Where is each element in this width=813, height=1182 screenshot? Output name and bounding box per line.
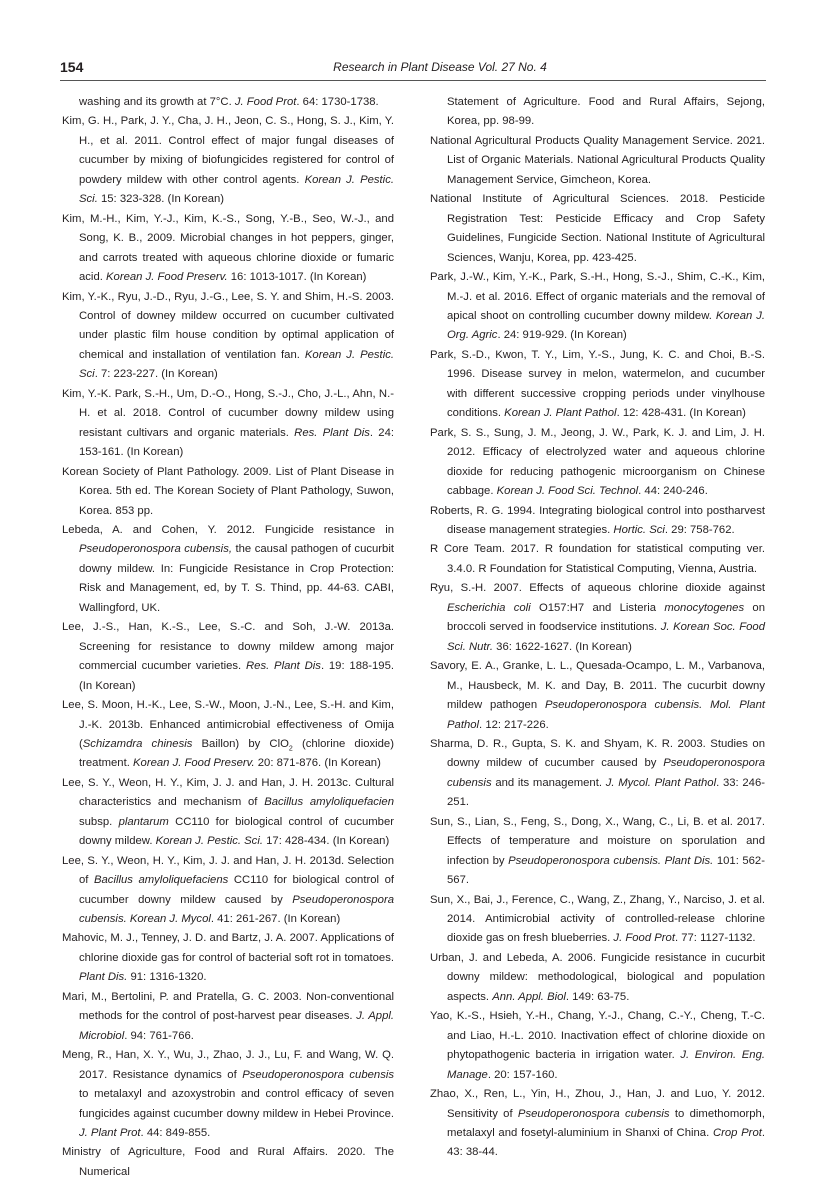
reference-text: Urban, J. and Lebeda, A. 2006. Fungicide resistance in cucurbit downy mildew: methodological, biological and population aspects. (430, 951, 765, 1003)
reference-text: 17: 428-434. (In Korean) (262, 835, 390, 848)
reference-text: . 24: 153-161. (In Korean) (79, 426, 394, 459)
reference-italic-text: J. Korean Soc. Food Sci. Nutr. (447, 621, 765, 653)
reference-text: to dimethomorph, metalaxyl and fosetyl-aluminium in Shanxi of China. (447, 1107, 765, 1140)
reference-text: . 41: 261-267. (In Korean) (210, 913, 341, 926)
reference-text: Kim, Y.-K. Park, S.-H., Um, D.-O., Hong, S.-J., Cho, J.-L., Ahn, N.-H. et al. 2018. Control of cucumber downy mildew using resistant cultivars and organic materials. (62, 387, 394, 439)
reference-entry (62, 929, 394, 987)
reference-entry (430, 1007, 765, 1085)
reference-text: O157:H7 and Listeria (530, 601, 665, 614)
reference-text: Lee, J.-S., Han, K.-S., Lee, S.-C. and Soh, J.-W. 2013a. Screening for resistance to downy mildew among major commercial cucumber varieties. (62, 621, 394, 673)
reference-text: Lee, S. Y., Weon, H. Y., Kim, J. J. and Han, J. H. 2013d. Selection of (62, 854, 394, 887)
reference-text: 91: 1316-1320. (127, 971, 207, 984)
reference-text: Lee, S. Moon, H.-K., Lee, S.-W., Moon, J.-N., Lee, S.-H. and Kim, J.-K. 2013b. Enhanced antimicrobial effectiveness of Omija ( (62, 699, 394, 750)
reference-entry (430, 657, 765, 735)
reference-text: 36: 1622-1627. (In Korean) (493, 640, 632, 653)
reference-entry (62, 93, 394, 112)
reference-italic-text: Korean J. Food Sci. Technol (496, 485, 639, 498)
reference-italic-text: Pseudoperonospora cubensis (242, 1068, 394, 1081)
reference-text: R Core Team. 2017. R foundation for statistical computing ver. 3.4.0. R Foundation for Statistical Computing, Vienna, Austria. (430, 543, 765, 575)
reference-text: Park, S.-D., Kwon, T. Y., Lim, Y.-S., Jung, K. C. and Choi, B.-S. 1996. Disease survey in melon, watermelon, and cucumber with different successive cropping periods under vinylhouse conditions. (430, 348, 765, 420)
reference-italic-text: Korean J. Food Preserv. (106, 271, 228, 284)
reference-text: washing and its growth at 7°C. (79, 96, 235, 108)
reference-italic-text: Bacillus amyloliquefaciens (93, 874, 229, 887)
reference-italic-text: Pseudoperonospora cubensis, (79, 543, 232, 556)
reference-italic-text: Res. Plant Dis (294, 426, 370, 439)
reference-text: Sun, X., Bai, J., Ference, C., Wang, Z., Zhang, Y., Narciso, J. et al. 2014. Antimicrobial activity of controlled-release chlorine dioxide gas on fresh blueberries. (430, 893, 765, 945)
reference-text: Zhao, X., Ren, L., Yin, H., Zhou, J., Han, J. and Luo, Y. 2012. Sensitivity of (430, 1088, 765, 1120)
header-rule (60, 80, 766, 81)
reference-entry (62, 1143, 394, 1182)
reference-text: Roberts, R. G. 1994. Integrating biological control into postharvest disease management strategies. (430, 504, 765, 536)
reference-text: . 29: 758-762. (664, 523, 735, 536)
reference-entry (430, 268, 765, 346)
reference-italic-text: J. Food Prot (234, 96, 297, 108)
reference-italic-text: Korean J. Food Preserv. (133, 757, 255, 770)
reference-text: . 43: 38-44. (447, 1127, 766, 1159)
reference-italic-text: Pseudoperonospora cubensis. Mol. Plant Pathol (447, 699, 765, 731)
reference-italic-text: Korean J. Org. Agric (447, 309, 765, 342)
reference-italic-text: Pseudoperonospora cubensis (517, 1107, 670, 1120)
reference-entry (430, 93, 765, 132)
reference-entry (430, 949, 765, 1007)
reference-italic-text: Korean J. Pestic. Sci. (155, 835, 263, 848)
reference-text: . 24: 919-929. (In Korean) (497, 329, 627, 342)
reference-text: Lebeda, A. and Cohen, Y. 2012. Fungicide resistance in (62, 523, 394, 536)
reference-text: Meng, R., Han, X. Y., Wu, J., Zhao, J. J., Lu, F. and Wang, W. Q. 2017. Resistance dynamics of (62, 1049, 394, 1081)
reference-text: CC110 for biological control of cucumber downy mildew. (79, 815, 394, 848)
reference-entry (430, 132, 765, 190)
reference-text: Ryu, S.-H. 2007. Effects of aqueous chlorine dioxide against (430, 582, 765, 595)
reference-italic-text: J. Food Prot (613, 932, 675, 945)
reference-text: . 19: 188-195. (In Korean) (79, 660, 395, 692)
reference-text: to metalaxyl and azoxystrobin and control efficacy of seven fungicides against cucumber downy mildew in Hebei Province. (79, 1088, 394, 1120)
reference-italic-text: Res. Plant Dis (246, 660, 321, 673)
reference-text: . 20: 157-160. (487, 1068, 558, 1081)
reference-italic-text: J. Mycol. Plant Pathol (605, 776, 717, 789)
reference-italic-text: Pseudoperonospora cubensis (447, 757, 765, 789)
reference-text: and its management. (491, 776, 606, 789)
reference-entry (430, 540, 765, 579)
reference-italic-text: Crop Prot (712, 1127, 762, 1140)
reference-text: the causal pathogen of cucurbit downy mildew. In: Fungicide Resistance in Crop Protection: Risk and Management, ed, by T. S. Thind, pp. 44-63. CABI, Wallingford, UK. (79, 543, 394, 614)
reference-italic-text: monocytogenes (664, 601, 745, 614)
reference-text: . 149: 63-75. (565, 990, 630, 1003)
reference-text: CC110 for biological control of cucumber downy mildew caused by (79, 874, 394, 906)
reference-text: 101: 562-567. (447, 854, 765, 887)
reference-text: National Agricultural Products Quality Management Service. 2021. List of Organic Materials. National Agricultural Products Quality Management Service, Gimcheon, Korea. (430, 134, 765, 186)
reference-text: subsp. (79, 815, 119, 828)
reference-italic-text: Korean J. Plant Pathol (504, 407, 617, 420)
reference-italic-text: Pseudoperonospora cubensis. Plant Dis. (508, 854, 714, 867)
reference-text: Park, S. S., Sung, J. M., Jeong, J. W., Park, K. J. and Lim, J. H. 2012. Efficacy of electrolyzed water and aqueous chlorine dioxide for reducing pathogenic microorganism on Chinese cabbage. (430, 426, 765, 498)
reference-entry (430, 891, 765, 949)
reference-text: 20: 871-876. (In Korean) (254, 757, 381, 770)
reference-italic-text: Hortic. Sci (613, 523, 665, 536)
reference-text: . 77: 1127-1132. (674, 932, 756, 945)
reference-text: Kim, G. H., Park, J. Y., Cha, J. H., Jeon, C. S., Hong, S. J., Kim, Y. H., et al. 2011. Control effect of major fungal diseases of cucumber by mixing of biofungicides registered for control of powdery mildew with other control agents. (62, 115, 394, 186)
reference-italic-text: Schizamdra chinesis (82, 737, 193, 750)
reference-entry (430, 190, 765, 268)
references-right-column (430, 93, 765, 1163)
reference-text: Kim, Y.-K., Ryu, J.-D., Ryu, J.-G., Lee, S. Y. and Shim, H.-S. 2003. Control of downey mildew occurred on cucumber cultivated under plastic film house condition by optimal application of chemical and installation of ventilation fan. (62, 290, 394, 361)
reference-italic-text: Bacillus amyloliquefacien (264, 796, 395, 809)
reference-entry (62, 288, 394, 385)
reference-text: Sharma, D. R., Gupta, S. K. and Shyam, K. R. 2003. Studies on downy mildew of cucumber caused by (430, 737, 765, 770)
reference-text: 16: 1013-1017. (In Korean) (227, 271, 367, 284)
reference-text: . 64: 1730-1738. (296, 96, 379, 108)
reference-text: . 94: 761-766. (124, 1029, 194, 1042)
reference-text: 15: 323-328. (In Korean) (97, 193, 225, 206)
reference-text: . 33: 246-251. (447, 776, 766, 809)
reference-text: Lee, S. Y., Weon, H. Y., Kim, J. J. and Han, J. H. 2013c. Cultural characteristics and mechanism of (62, 776, 394, 809)
reference-text: . 12: 217-226. (479, 718, 549, 731)
reference-text: Yao, K.-S., Hsieh, Y.-H., Chang, Y.-J., Chang, C.-Y., Cheng, T.-C. and Liao, H.-L. 2010. Inactivation effect of chlorine dioxide on phytopathogenic bacteria in irrigation water. (430, 1010, 765, 1062)
reference-italic-text: Ann. Appl. Biol (492, 990, 566, 1003)
references-left-column (62, 93, 394, 1182)
reference-text: Savory, E. A., Granke, L. L., Quesada-Ocampo, L. M., Varbanova, M., Hausbeck, M. K. and Day, B. 2011. The cucurbit downy mildew pathogen (430, 660, 765, 712)
reference-italic-text: J. Plant Prot (79, 1127, 141, 1140)
reference-text: . 44: 849-855. (140, 1127, 211, 1140)
reference-entry (62, 1046, 394, 1143)
reference-entry (62, 988, 394, 1046)
reference-text: Mahovic, M. J., Tenney, J. D. and Bartz, J. A. 2007. Applications of chlorine dioxide gas for control of bacterial soft rot in tomatoes. (62, 932, 394, 964)
reference-italic-text: J. Environ. Eng. Manage (447, 1049, 765, 1081)
reference-text: . 44: 240-246. (638, 485, 708, 498)
reference-text: Sun, S., Lian, S., Feng, S., Dong, X., Wang, C., Li, B. et al. 2017. Effects of temperature and moisture on sporulation and infection by (430, 815, 765, 867)
reference-entry (62, 852, 394, 930)
reference-italic-text: Escherichia coli (447, 601, 531, 614)
reference-text: National Institute of Agricultural Sciences. 2018. Pesticide Registration Test: Pesticide Efficacy and Crop Safety Guidelines, Fungicide Section. National Institute of Agricultural Sciences, Wanju, Korea, pp. 423-425. (430, 193, 765, 264)
reference-text: . 7: 223-227. (In Korean) (94, 368, 218, 381)
reference-text: . 12: 428-431. (In Korean) (616, 407, 746, 420)
running-header-journal: Research in Plant Disease Vol. 27 No. 4 (333, 60, 547, 74)
reference-italic-text: Plant Dis. (79, 971, 128, 984)
reference-text: Korean Society of Plant Pathology. 2009. List of Plant Disease in Korea. 5th ed. The Korean Society of Plant Pathology, Suwon, Korea. 853 pp. (62, 465, 394, 517)
reference-entry (62, 618, 394, 696)
reference-entry (62, 463, 394, 521)
reference-text: Ministry of Agriculture, Food and Rural Affairs. 2020. The Numerical (62, 1146, 394, 1178)
reference-italic-text: Korean J. Pestic. Sci. (79, 173, 394, 206)
reference-italic-text: plantarum (118, 815, 169, 828)
reference-italic-text: J. Appl. Microbiol (79, 1010, 394, 1042)
reference-text: Park, J.-W., Kim, Y.-K., Park, S.-H., Hong, S.-J., Shim, C.-K., Kim, M.-J. et al. 2016. Effect of organic materials and the removal of apical shoot on controlling cucumber downy mildew. (430, 271, 765, 322)
reference-text: Statement of Agriculture. Food and Rural Affairs, Sejong, Korea, pp. 98-99. (447, 96, 765, 128)
reference-text: on broccoli served in foodservice institutions. (447, 601, 765, 634)
reference-entry (62, 521, 394, 618)
reference-entry (430, 346, 765, 424)
reference-entry (62, 696, 394, 774)
reference-text: (chlorine dioxide) treatment. (79, 737, 394, 770)
reference-entry (62, 385, 394, 463)
reference-entry (62, 112, 394, 209)
reference-entry (430, 579, 765, 657)
reference-entry (430, 813, 765, 891)
reference-text: Kim, M.-H., Kim, Y.-J., Kim, K.-S., Song, Y.-B., Seo, W.-J., and Song, K. B., 2009. Microbial changes in hot peppers, ginger, and carrots treated with aqueous chlorine dioxide or fumaric acid. (62, 212, 394, 284)
page-number: 154 (60, 59, 84, 75)
reference-text: Mari, M., Bertolini, P. and Pratella, G. C. 2003. Non-conventional methods for the control of post-harvest pear diseases. (62, 990, 394, 1023)
reference-text: 2 (288, 745, 293, 753)
reference-entry (430, 1085, 765, 1163)
reference-entry (430, 735, 765, 813)
reference-entry (430, 502, 765, 541)
reference-italic-text: Pseudoperonospora cubensis. Korean J. Mycol (79, 893, 394, 926)
reference-entry (62, 774, 394, 852)
reference-entry (62, 210, 394, 288)
reference-text: Baillon) by ClO (192, 737, 289, 750)
reference-italic-text: Korean J. Pestic. Sci (79, 348, 394, 381)
reference-entry (430, 424, 765, 502)
